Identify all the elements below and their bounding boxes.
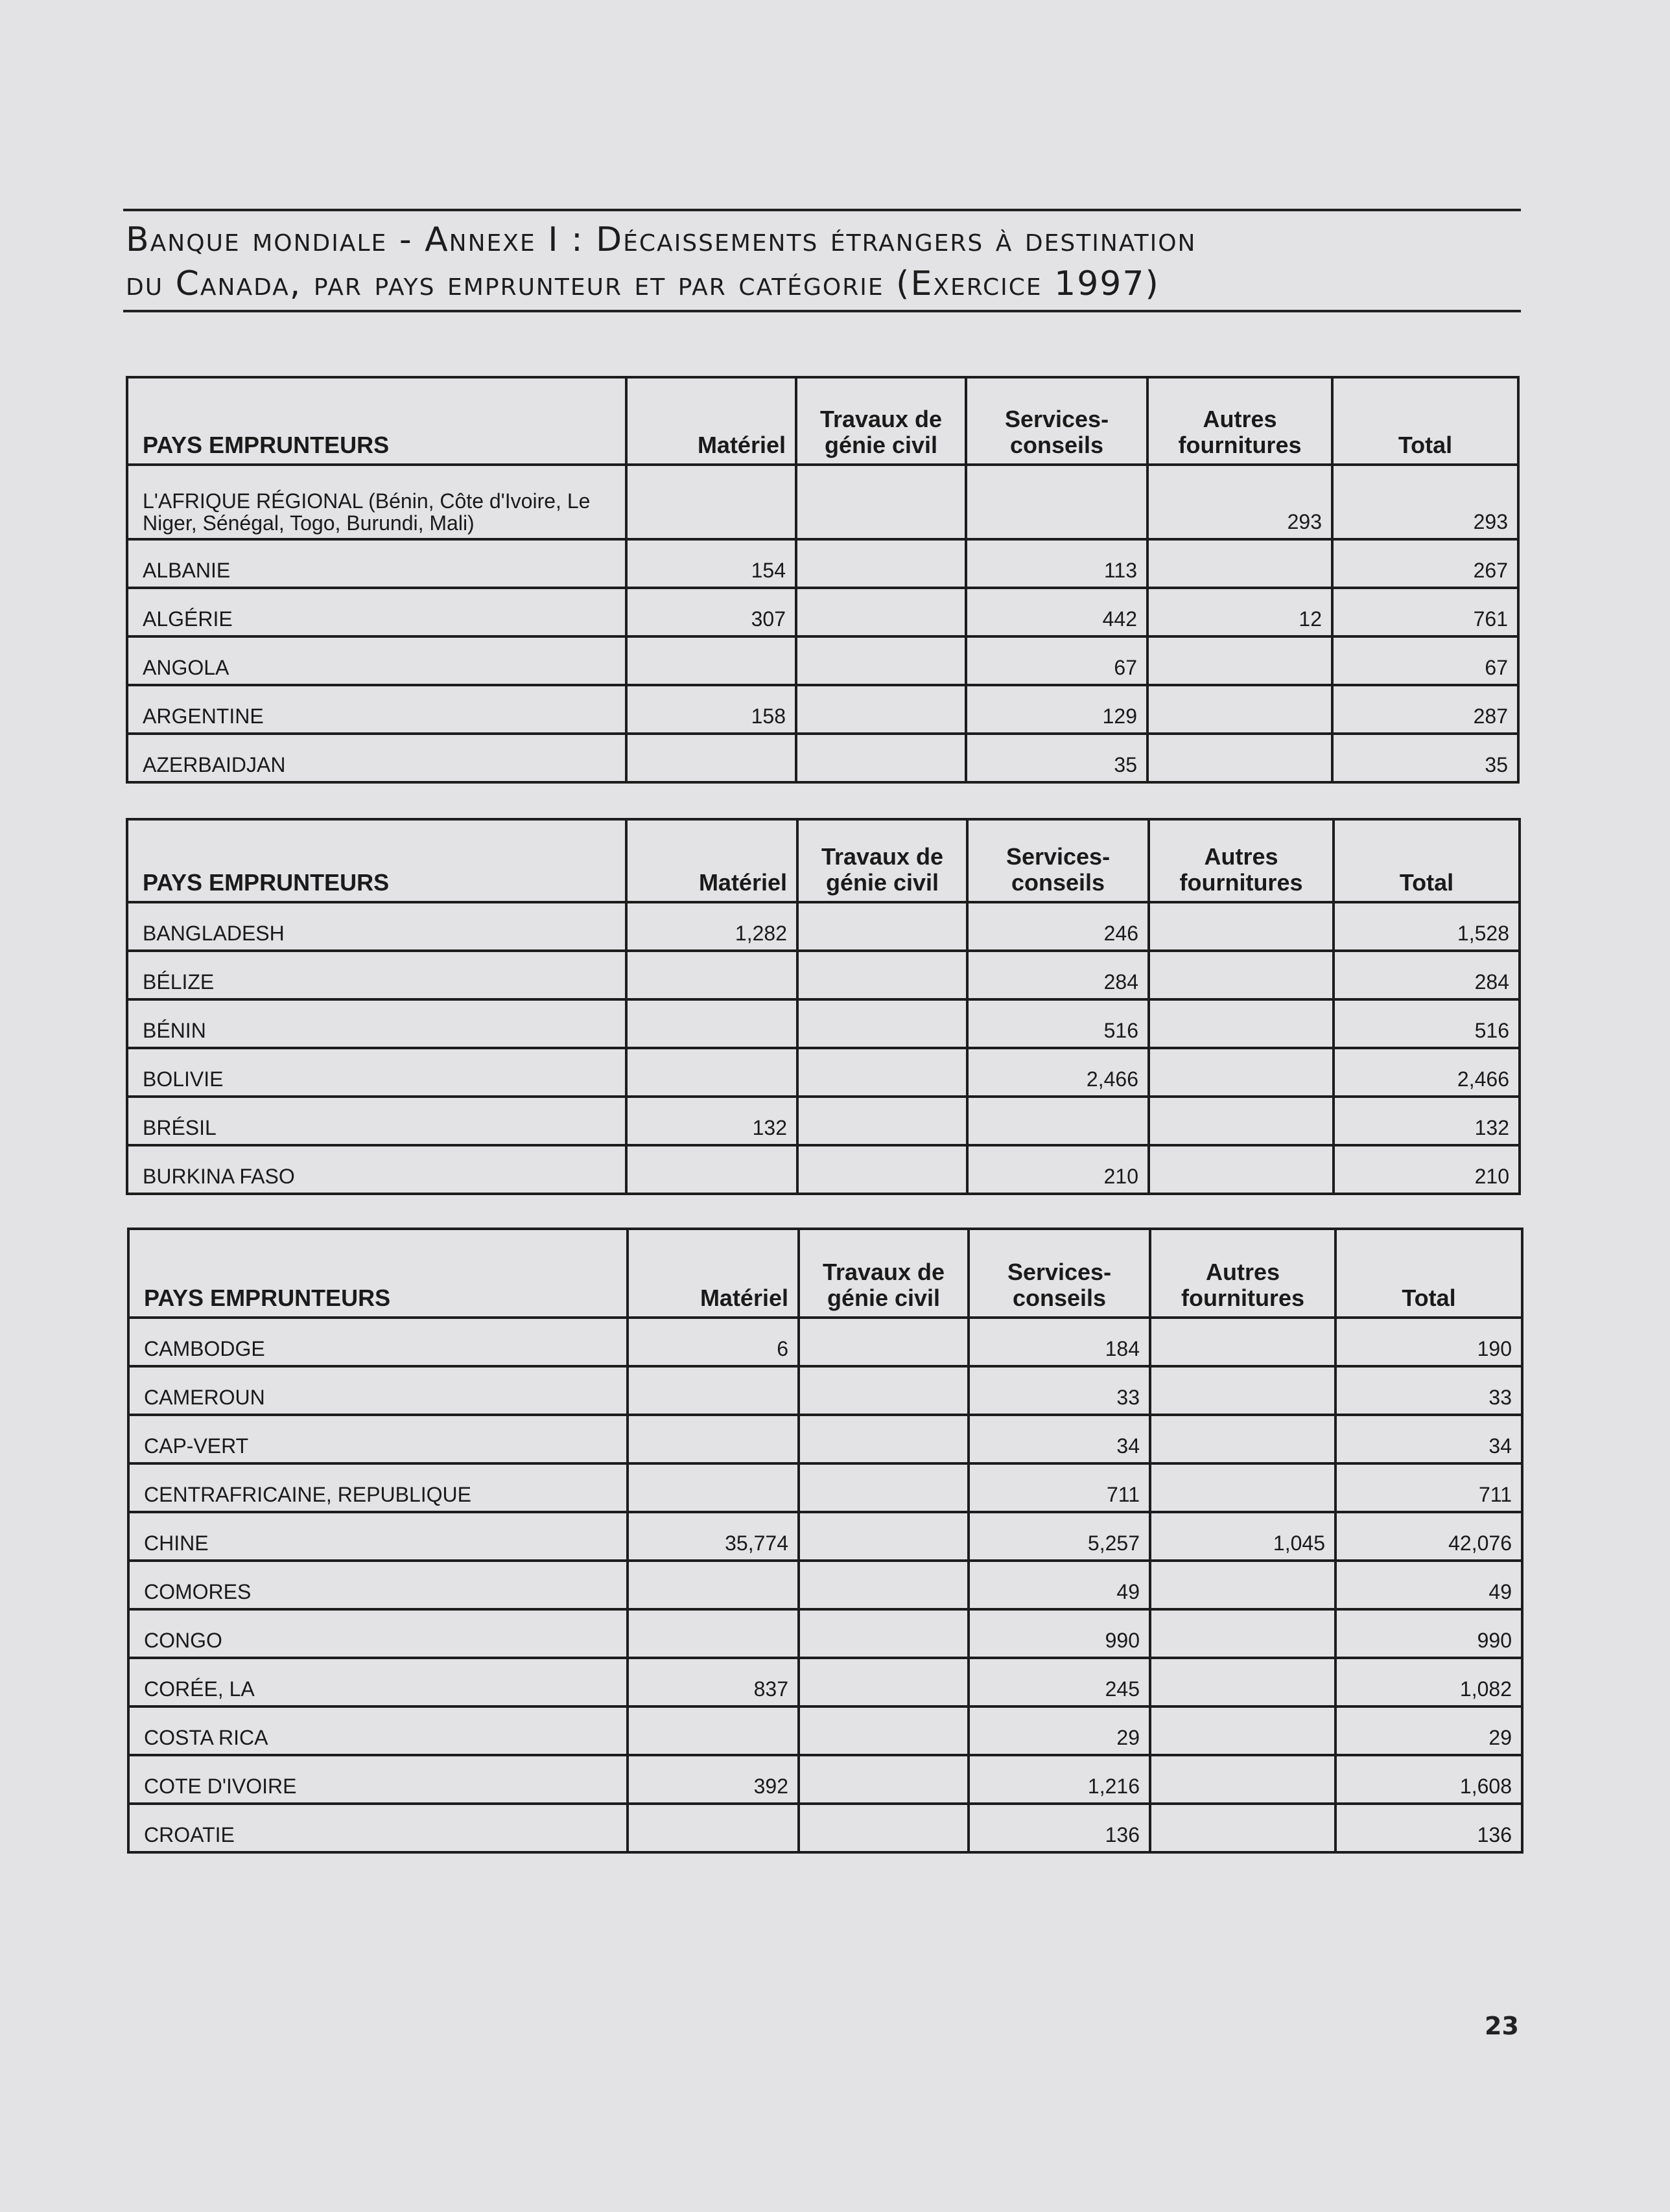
autres-cell [1150,1706,1335,1755]
services-cell: 35 [966,734,1147,782]
materiel-cell: 1,282 [626,902,797,951]
header-total: Total [1332,377,1518,465]
header-travaux: Travaux de génie civil [796,377,966,465]
country-cell: BANGLADESH [127,902,626,951]
table-header-row [127,819,1520,902]
services-cell: 2,466 [967,1048,1149,1097]
autres-cell [1150,1609,1335,1658]
autres-cell [1147,685,1332,734]
country-cell: COMORES [128,1561,628,1609]
services-cell: 49 [969,1561,1150,1609]
country-cell: CROATIE [128,1804,628,1852]
page-title [123,209,1521,312]
total-cell: 67 [1332,636,1518,685]
total-cell: 267 [1332,539,1518,588]
autres-cell [1150,1463,1335,1512]
autres-cell [1147,636,1332,685]
total-cell: 1,528 [1334,902,1520,951]
autres-cell [1150,1318,1335,1366]
country-cell: BÉLIZE [127,951,626,999]
autres-cell [1150,1415,1335,1463]
country-cell: BÉNIN [127,999,626,1048]
materiel-cell [626,636,796,685]
country-cell: ANGOLA [127,636,626,685]
services-cell: 129 [966,685,1147,734]
autres-cell [1147,539,1332,588]
total-cell: 761 [1332,588,1518,636]
services-cell: 5,257 [969,1512,1150,1561]
country-cell: AZERBAIDJAN [127,734,626,782]
table-row [127,902,1520,951]
table-header-row [127,377,1518,465]
travaux-cell [796,734,966,782]
autres-cell [1149,1097,1334,1145]
materiel-cell [628,1804,799,1852]
travaux-cell [796,588,966,636]
table-row [128,1755,1522,1804]
services-cell: 67 [966,636,1147,685]
materiel-cell [628,1609,799,1658]
header-country: PAYS EMPRUNTEURS [127,377,626,465]
total-cell: 293 [1332,465,1518,539]
travaux-cell [799,1804,969,1852]
services-cell [967,1097,1149,1145]
country-cell: COTE D'IVOIRE [128,1755,628,1804]
table-row [128,1318,1522,1366]
materiel-cell [626,999,797,1048]
materiel-cell [628,1706,799,1755]
materiel-cell [628,1366,799,1415]
total-cell: 210 [1334,1145,1520,1194]
table-row [127,734,1518,782]
services-cell: 29 [969,1706,1150,1755]
total-cell: 49 [1335,1561,1522,1609]
table-row [128,1512,1522,1561]
header-services: Services-conseils [966,377,1147,465]
travaux-cell [797,951,967,999]
materiel-cell [626,951,797,999]
services-cell: 34 [969,1415,1150,1463]
autres-cell [1149,902,1334,951]
autres-cell [1150,1658,1335,1706]
table-row [127,1145,1520,1194]
travaux-cell [797,1145,967,1194]
total-cell: 284 [1334,951,1520,999]
travaux-cell [797,999,967,1048]
total-cell: 516 [1334,999,1520,1048]
header-services: Services-conseils [967,819,1149,902]
country-cell: ALGÉRIE [127,588,626,636]
table-row [128,1609,1522,1658]
materiel-cell: 392 [628,1755,799,1804]
travaux-cell [799,1609,969,1658]
country-cell: CAP-VERT [128,1415,628,1463]
materiel-cell: 307 [626,588,796,636]
borrower-table-c [127,1228,1523,1854]
header-materiel: Matériel [626,377,796,465]
table-row [127,465,1518,539]
country-cell: CAMBODGE [128,1318,628,1366]
table-row [127,588,1518,636]
materiel-cell [626,465,796,539]
autres-cell [1150,1755,1335,1804]
table-row [127,1097,1520,1145]
header-autres: Autres fournitures [1147,377,1332,465]
country-cell: CENTRAFRICAINE, REPUBLIQUE [128,1463,628,1512]
header-autres: Autres fournitures [1149,819,1334,902]
country-cell: L'AFRIQUE RÉGIONAL (Bénin, Côte d'Ivoire, Le Niger, Sénégal, Togo, Burundi, Mali) [127,465,626,539]
header-total: Total [1335,1229,1522,1318]
borrower-table-a [126,376,1520,784]
materiel-cell [626,1145,797,1194]
total-cell: 136 [1335,1804,1522,1852]
materiel-cell: 837 [628,1658,799,1706]
materiel-cell [626,1048,797,1097]
autres-cell [1149,1145,1334,1194]
total-cell: 1,608 [1335,1755,1522,1804]
services-cell: 113 [966,539,1147,588]
header-country: PAYS EMPRUNTEURS [128,1229,628,1318]
travaux-cell [796,685,966,734]
title-line-1: Banque mondiale - Annexe I : Décaissements étrangers à destination [126,220,1197,259]
header-travaux: Travaux de génie civil [797,819,967,902]
materiel-cell [628,1463,799,1512]
header-materiel: Matériel [628,1229,799,1318]
services-cell: 33 [969,1366,1150,1415]
services-cell [966,465,1147,539]
services-cell: 246 [967,902,1149,951]
borrower-table-b [126,818,1521,1195]
travaux-cell [797,902,967,951]
country-cell: BRÉSIL [127,1097,626,1145]
table-row [127,539,1518,588]
total-cell: 132 [1334,1097,1520,1145]
materiel-cell: 132 [626,1097,797,1145]
services-cell: 442 [966,588,1147,636]
travaux-cell [796,636,966,685]
total-cell: 1,082 [1335,1658,1522,1706]
table-row [127,999,1520,1048]
services-cell: 516 [967,999,1149,1048]
total-cell: 190 [1335,1318,1522,1366]
travaux-cell [799,1318,969,1366]
services-cell: 245 [969,1658,1150,1706]
services-cell: 711 [969,1463,1150,1512]
autres-cell [1150,1804,1335,1852]
country-cell: CORÉE, LA [128,1658,628,1706]
travaux-cell [797,1097,967,1145]
country-cell: BOLIVIE [127,1048,626,1097]
materiel-cell: 6 [628,1318,799,1366]
country-cell: CONGO [128,1609,628,1658]
total-cell: 2,466 [1334,1048,1520,1097]
travaux-cell [796,465,966,539]
autres-cell: 1,045 [1150,1512,1335,1561]
table-row [128,1463,1522,1512]
country-cell: CAMEROUN [128,1366,628,1415]
table-row [127,951,1520,999]
autres-cell [1149,1048,1334,1097]
header-country: PAYS EMPRUNTEURS [127,819,626,902]
total-cell: 42,076 [1335,1512,1522,1561]
country-cell: ALBANIE [127,539,626,588]
autres-cell [1150,1366,1335,1415]
table-header-row [128,1229,1522,1318]
travaux-cell [799,1755,969,1804]
materiel-cell: 35,774 [628,1512,799,1561]
autres-cell [1149,999,1334,1048]
travaux-cell [797,1048,967,1097]
materiel-cell [626,734,796,782]
travaux-cell [799,1366,969,1415]
total-cell: 33 [1335,1366,1522,1415]
total-cell: 35 [1332,734,1518,782]
services-cell: 210 [967,1145,1149,1194]
autres-cell: 12 [1147,588,1332,636]
country-cell: BURKINA FASO [127,1145,626,1194]
table-row [127,1048,1520,1097]
header-travaux: Travaux de génie civil [799,1229,969,1318]
materiel-cell [628,1415,799,1463]
services-cell: 1,216 [969,1755,1150,1804]
total-cell: 287 [1332,685,1518,734]
country-cell: CHINE [128,1512,628,1561]
table-row [128,1804,1522,1852]
header-total: Total [1334,819,1520,902]
table-row [128,1706,1522,1755]
autres-cell: 293 [1147,465,1332,539]
country-cell: ARGENTINE [127,685,626,734]
materiel-cell [628,1561,799,1609]
table-row [128,1658,1522,1706]
header-materiel: Matériel [626,819,797,902]
header-services: Services-conseils [969,1229,1150,1318]
travaux-cell [799,1658,969,1706]
total-cell: 711 [1335,1463,1522,1512]
services-cell: 184 [969,1318,1150,1366]
travaux-cell [799,1463,969,1512]
travaux-cell [799,1561,969,1609]
travaux-cell [796,539,966,588]
total-cell: 990 [1335,1609,1522,1658]
services-cell: 284 [967,951,1149,999]
total-cell: 34 [1335,1415,1522,1463]
table-row [128,1415,1522,1463]
autres-cell [1150,1561,1335,1609]
travaux-cell [799,1415,969,1463]
title-line-2: du Canada, par pays emprunteur et par catégorie (Exercice 1997) [126,264,1160,303]
autres-cell [1147,734,1332,782]
total-cell: 29 [1335,1706,1522,1755]
materiel-cell: 158 [626,685,796,734]
services-cell: 136 [969,1804,1150,1852]
table-row [127,685,1518,734]
table-row [128,1366,1522,1415]
table-row [127,636,1518,685]
autres-cell [1149,951,1334,999]
page-number: 23 [1485,2012,1519,2040]
services-cell: 990 [969,1609,1150,1658]
travaux-cell [799,1706,969,1755]
header-autres: Autres fournitures [1150,1229,1335,1318]
country-cell: COSTA RICA [128,1706,628,1755]
travaux-cell [799,1512,969,1561]
table-row [128,1561,1522,1609]
materiel-cell: 154 [626,539,796,588]
